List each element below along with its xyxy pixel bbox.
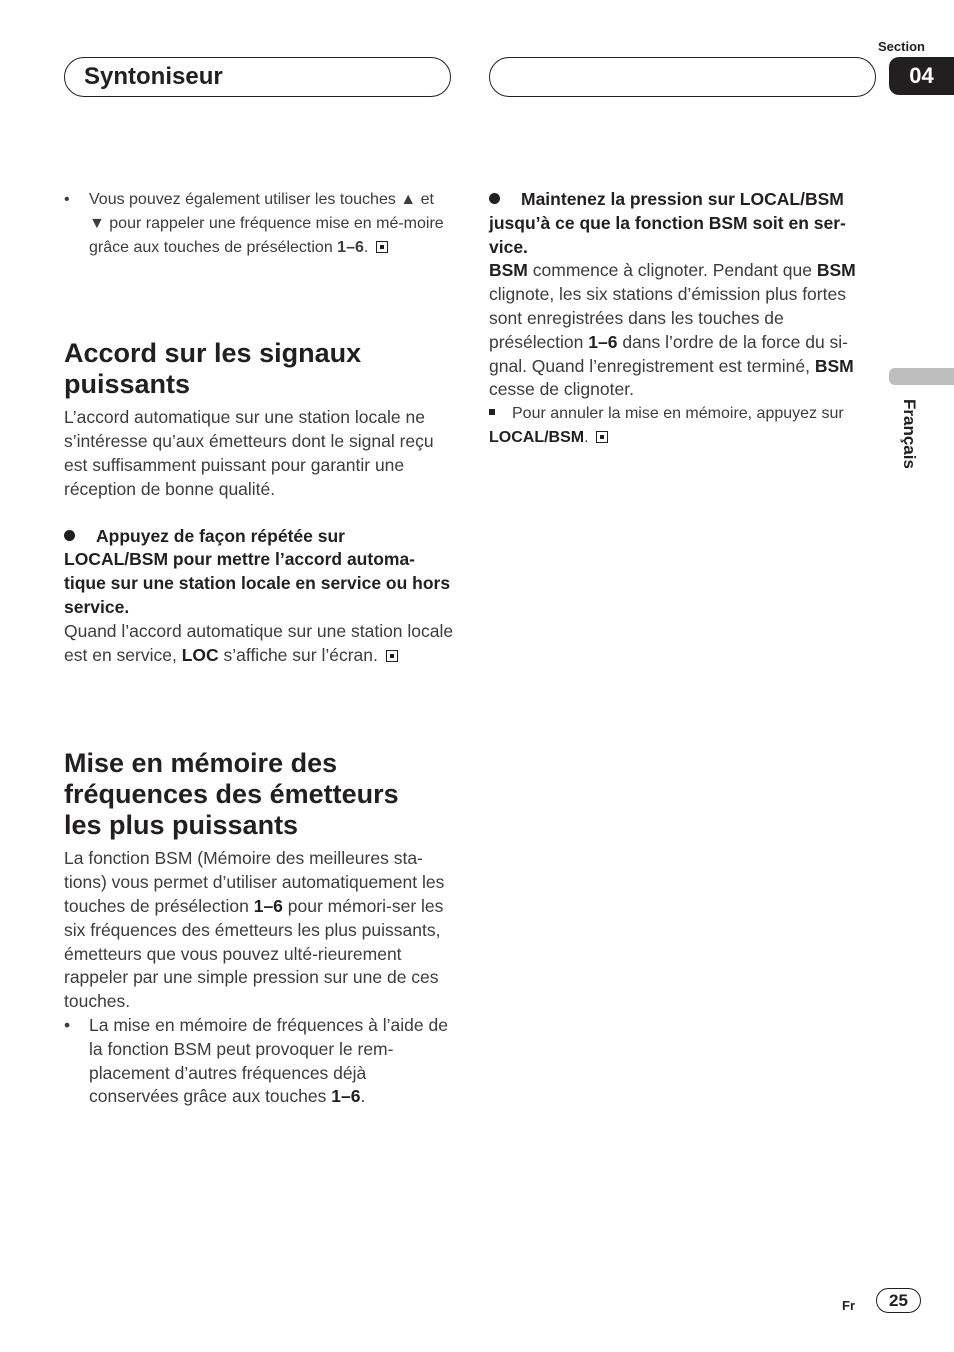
step-line1: Appuyez de façon répétée sur	[96, 525, 345, 546]
right-header-pill	[489, 57, 876, 97]
note-square-icon	[489, 409, 495, 415]
section-bsm-bullet	[64, 1014, 454, 1109]
end-mark-icon	[386, 650, 398, 662]
paragraph-bold: 1–6	[253, 895, 283, 916]
heading-line: Accord sur les signaux	[64, 338, 362, 369]
section-bsm-heading	[64, 748, 454, 841]
end-mark-icon	[596, 431, 608, 443]
heading-line: puissants	[64, 369, 191, 400]
side-tab-language: Français	[900, 399, 919, 469]
result-text-2: s’affiche sur l’écran.	[223, 644, 378, 665]
bullet-text: La mise en mémoire de fréquences à l’aide de la fonction BSM peut provoquer le rem-placement d’autres fréquences déjà conservées grâce aux touches	[89, 1014, 448, 1107]
section-accord-result	[64, 620, 454, 668]
bsm-bold: BSM	[816, 260, 856, 281]
heading-line: fréquences des émetteurs	[64, 779, 399, 810]
intro-bullet	[64, 188, 454, 259]
bsm-note	[489, 402, 875, 450]
page-number: 25	[876, 1288, 921, 1313]
bullet-mark: •	[64, 191, 70, 208]
note-bold: LOCAL/BSM	[489, 428, 585, 446]
result-text: Quand l’accord automatique sur une station locale est en service,	[64, 620, 454, 665]
note-end: .	[584, 428, 589, 446]
paragraph-text: La fonction BSM (Mémoire des meilleures sta-tions) vous permet d’utiliser automatiquement les touches de présélection	[64, 848, 445, 916]
section-accord-paragraph: L’accord automatique sur une station locale ne s’intéresse qu’aux émetteurs dont le signal reçu est suffisamment puissant pour garantir une réception de bonne qualité.	[64, 407, 434, 499]
step-rest: LOCAL/BSM pour mettre l’accord automa-tique sur une station locale en service ou hors service.	[64, 549, 451, 617]
bullet-bold: 1–6	[331, 1086, 361, 1107]
section-number-badge: 04	[889, 57, 954, 95]
section-accord-heading	[64, 338, 454, 400]
bullet-end: .	[360, 1086, 366, 1107]
bsm-bold: BSM	[814, 355, 854, 376]
note-text: Pour annuler la mise en mémoire, appuyez sur	[512, 405, 844, 423]
section-accord	[64, 338, 454, 667]
footer-lang-code: Fr	[842, 1298, 855, 1313]
section-bsm	[64, 748, 454, 1109]
side-tab-strip	[889, 368, 954, 385]
step-dot-icon	[489, 193, 500, 204]
section-accord-step	[64, 525, 454, 620]
chapter-title: Syntoniseur	[84, 63, 223, 90]
intro-bullet-bold: 1–6	[337, 238, 364, 256]
step-rest: jusqu’à ce que la fonction BSM soit en ser-vice.	[489, 212, 846, 257]
body-text: cesse de clignoter.	[489, 379, 634, 400]
result-bold: LOC	[181, 644, 219, 665]
section-bsm-paragraph	[64, 847, 454, 1014]
left-column	[64, 188, 454, 1109]
step-line1: Maintenez la pression sur LOCAL/BSM	[521, 189, 844, 209]
paragraph-text-2: pour mémori-ser les six fréquences des émetteurs les plus puissants, émetteurs que vous pouvez ulté-rieurement rappeler par une simple pression sur une de ces touches.	[64, 895, 444, 1012]
bsm-body	[489, 259, 875, 402]
end-mark-icon	[376, 241, 388, 253]
chapter-title-pill	[64, 57, 451, 97]
step-dot-icon	[64, 530, 75, 541]
bullet-mark: •	[64, 1014, 71, 1035]
section-label: Section	[878, 39, 925, 54]
body-text: commence à clignoter. Pendant que	[532, 260, 812, 281]
intro-bullet-end: .	[363, 238, 369, 256]
bsm-step	[489, 188, 875, 259]
body-bold: 1–6	[588, 331, 618, 352]
intro-bullet-text: Vous pouvez également utiliser les touches ▲ et ▼ pour rappeler une fréquence mise en mé-moire grâce aux touches de présélection	[89, 191, 444, 256]
heading-line: Mise en mémoire des	[64, 748, 338, 779]
body-text: clignote, les six stations d’émission plus fortes sont enregistrées dans les touches de présélection	[489, 284, 846, 352]
body-text: dans l’ordre de la force du si-gnal. Quand l’enregistrement est terminé,	[489, 331, 848, 376]
heading-line: les plus puissants	[64, 810, 299, 841]
right-column	[489, 188, 875, 450]
bsm-bold: BSM	[489, 260, 528, 281]
